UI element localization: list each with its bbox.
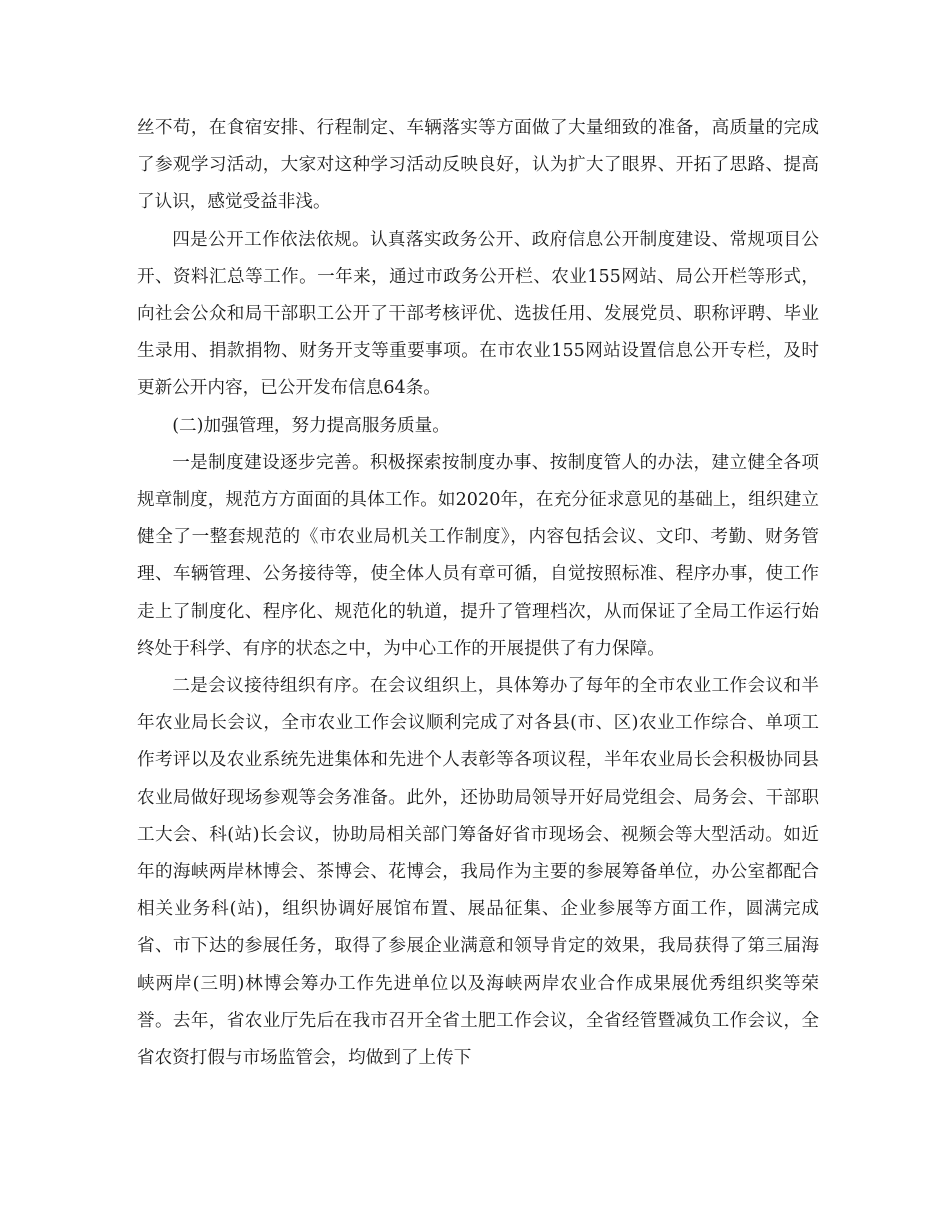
paragraph-2: 四是公开工作依法依规。认真落实政务公开、政府信息公开制度建设、常规项目公开、资料汇总等工作。一年来，通过市政务公开栏、农业155网站、局公开栏等形式，向社会公众和局干部职工公开了干部考核评优、选拔任用、发展党员、职称评聘、毕业生录用、捐款捐物、财务开支等重要事项。在市农业155网站设置信息公开专栏，及时更新公开内容，已公开发布信息64条。 — [137, 229, 819, 399]
document-body — [137, 110, 819, 1077]
paragraph-4: 一是制度建设逐步完善。积极探索按制度办事、按制度管人的办法，建立健全各项规章制度，规范方方面面的具体工作。如2020年，在充分征求意见的基础上，组织建立健全了一整套规范的《市农业局机关工作制度》，内容包括会议、文印、考勤、财务管理、车辆管理、公务接待等，使全体人员有章可循，自觉按照标准、程序办事，使工作走上了制度化、程序化、规范化的轨道，提升了管理档次，从而保证了全局工作运行始终处于科学、有序的状态之中，为中心工作的开展提供了有力保障。 — [137, 452, 819, 659]
paragraph-1: 丝不苟，在食宿安排、行程制定、车辆落实等方面做了大量细致的准备，高质量的完成了参观学习活动，大家对这种学习活动反映良好，认为扩大了眼界、开拓了思路、提高了认识，感觉受益非浅。 — [137, 118, 819, 213]
paragraph-5: 二是会议接待组织有序。在会议组织上，具体筹办了每年的全市农业工作会议和半年农业局长会议，全市农业工作会议顺利完成了对各县(市、区)农业工作综合、单项工作考评以及农业系统先进集体和先进个人表彰等各项议程，半年农业局长会积极协同县农业局做好现场参观等会务准备。此外，还协助局领导开好局党组会、局务会、干部职工大会、科(站)长会议，协助局相关部门筹备好省市现场会、视频会等大型活动。如近年的海峡两岸林博会、茶博会、花博会，我局作为主要的参展筹备单位，办公室都配合相关业务科(站)，组织协调好展馆布置、展品征集、企业参展等方面工作，圆满完成省、市下达的参展任务，取得了参展企业满意和领导肯定的效果，我局获得了第三届海峡两岸(三明)林博会筹办工作先进单位以及海峡两岸农业合作成果展优秀组织奖等荣誉。去年，省农业厅先后在我市召开全省土肥工作会议，全省经管暨减负工作会议，全省农资打假与市场监管会，均做到了上传下 — [137, 676, 819, 1069]
paragraph-3-section-heading: (二)加强管理，努力提高服务质量。 — [172, 415, 450, 436]
